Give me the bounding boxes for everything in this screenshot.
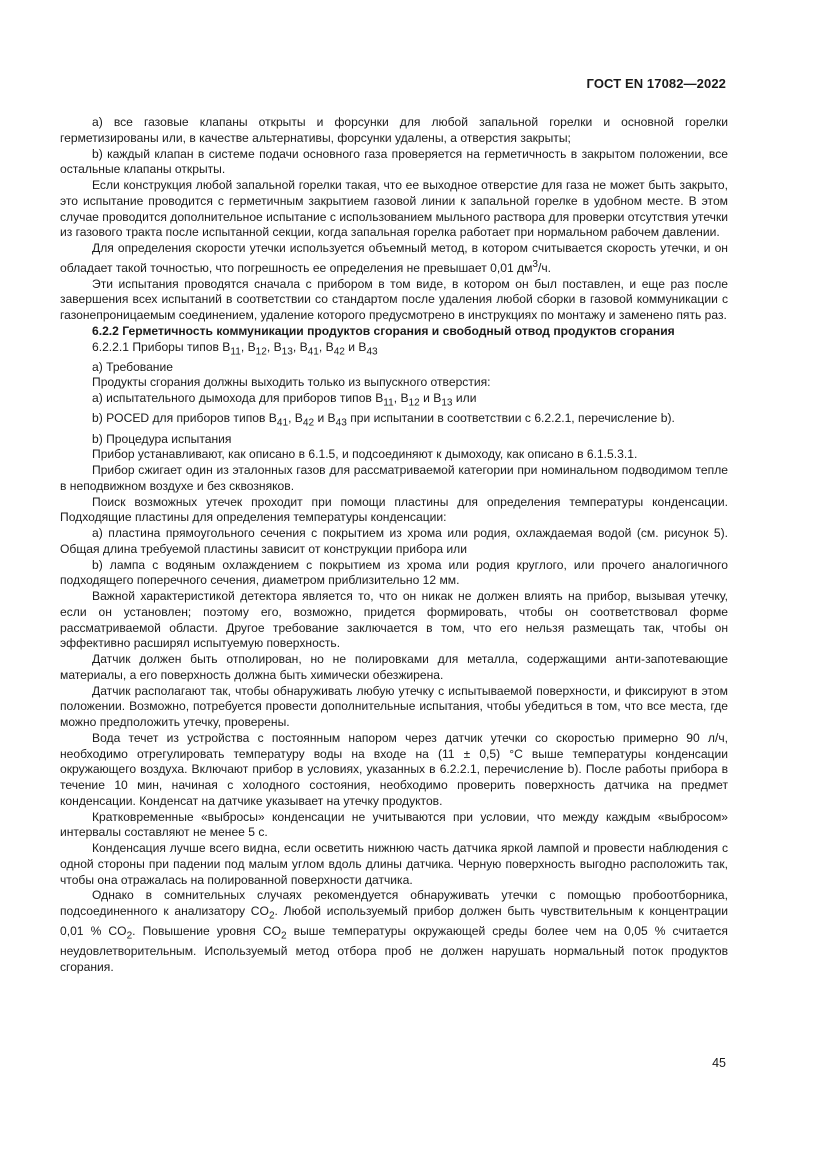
paragraph: b) Процедура испытания: [92, 431, 232, 446]
paragraph: а) испытательного дымохода для приборов типов $B_{11}$, $B_{12}$ и $B_{13}$ или: [92, 391, 477, 409]
section-heading: 6.2.2 Герметичность коммуникации продуктов сгорания и свободный отвод продуктов сгорания: [92, 323, 675, 338]
paragraph: b) лампа с водяным охлаждением с покрытием из хрома или родия круглого, или прочего аналогичного подходящего поперечного сечения, диаметром приблизительно 12 мм.: [60, 557, 728, 588]
document-id-header: ГОСТ EN 17082—2022: [586, 76, 726, 91]
paragraph: Прибор сжигает один из эталонных газов для рассматриваемой категории при номинальном подводимом тепле в неподвижном воздухе и без сквозняков.: [60, 463, 728, 493]
paragraph: Датчик должен быть отполирован, но не полировками для металла, содержащими анти-запотевающие материалы, а его поверхность должна быть химически обезжирена.: [60, 652, 728, 682]
paragraph: Продукты сгорания должны выходить только из выпускного отверстия:: [92, 375, 491, 390]
paragraph: Однако в сомнительных случаях рекомендуется обнаруживать утечки с помощью пробоотборника, подсоединенного к анализатору $CO_2$. Любой используемый прибор должен быть чувствительным к концентрации 0,01 % $CO_2$. Повышение уровня $CO_2$ выше температуры окружающей среды более чем на 0,05 % считается неудовлетворительным. Используемый метод отбора проб не должен нарушать нормальный поток продуктов сгорания.: [60, 888, 728, 975]
paragraph: Кратковременные «выбросы» конденсации не учитываются при условии, что между каждым «выбросом» интервалы составляют не менее 5 с.: [60, 809, 728, 840]
paragraph: b) каждый клапан в системе подачи основного газа проверяется на герметичность в закрытом положении, все остальные клапаны открыты.: [60, 146, 728, 177]
paragraph: Прибор устанавливают, как описано в 6.1.5, и подсоединяют к дымоходу, как описано в 6.1.5.3.1.: [92, 447, 638, 462]
paragraph: b) POCED для приборов типов $B_{41}$, $B_{42}$ и $B_{43}$ при испытании в соответствии с 6.2.2.1, перечисление b).: [92, 411, 675, 429]
paragraph: Поиск возможных утечек проходит при помощи пластины для определения температуры конденсации. Подходящие пластины для определения температуры конденсации:: [60, 494, 728, 525]
paragraph: Для определения скорости утечки используется объемный метод, в котором считывается скорость утечки, и он обладает такой точностью, что погрешность ее определения не превышает 0,01 $дм^3/ч$.: [60, 241, 728, 275]
paragraph: Эти испытания проводятся сначала с прибором в том виде, в котором он был поставлен, и еще раз после завершения всех испытаний в соответствии со стандартом после удаления любой сборки в газовой коммуникации с газонепроницаемым соединением, удаление которого предусмотрено в инструкциях по монтажу и заменено пять раз.: [60, 276, 728, 323]
paragraph: Важной характеристикой детектора является то, что он никак не должен влиять на прибор, вызывая утечку, если он установлен; поэтому его, возможно, придется формировать, чтобы он соответствовал форме рассматриваемой области. Другое требование заключается в том, что его нельзя размещать так, чтобы он эффективно расширял испытуемую поверхность.: [60, 589, 728, 651]
paragraph: а) пластина прямоугольного сечения с покрытием из хрома или родия, охлаждаемая водой (см. рисунок 5). Общая длина требуемой пластины зависит от конструкции прибора или: [60, 526, 728, 556]
paragraph: Датчик располагают так, чтобы обнаруживать любую утечку с испытываемой поверхности, и фиксируют в этом положении. Возможно, потребуется провести дополнительные испытания, чтобы убедиться в том, что все места, где можно предположить утечку, проверены.: [60, 683, 728, 729]
paragraph: 6.2.2.1 Приборы типов $B_{11}$, $B_{12}$, $B_{13}$, $B_{41}$, $B_{42}$ и $B_{43}$: [92, 339, 378, 357]
document-body: [60, 115, 728, 976]
paragraph: а) все газовые клапаны открыты и форсунки для любой запальной горелки и основной горелки герметизированы или, в качестве альтернативы, форсунки удалены, а отверстия закрыты;: [60, 115, 728, 145]
page-number: 45: [712, 1056, 726, 1070]
paragraph: Если конструкция любой запальной горелки такая, что ее выходное отверстие для газа не может быть закрыто, это испытание проводится с герметичным закрытием газовой линии к запальной горелке в удобном месте. В этом случае проводится дополнительное испытание с использованием мыльного раствора для проверки отсутствия утечки из газового тракта после испытанной секции, когда запальная горелка работает при нормальном рабочем давлении.: [60, 178, 728, 240]
paragraph: а) Требование: [92, 359, 173, 374]
paragraph: Вода течет из устройства с постоянным напором через датчик утечки со скоростью примерно 90 л/ч, необходимо отрегулировать температуру воды на входе на (11 ± 0,5) °C выше температуры конденсации окружающего воздуха. Включают прибор в условиях, указанных в 6.2.2.1, перечисление b). После работы прибора в течение 10 мин, начиная с холодного состояния, необходимо проверить поверхность датчика на предмет конденсации. Конденсат на датчике указывает на утечку продуктов.: [60, 730, 728, 808]
paragraph: Конденсация лучше всего видна, если осветить нижнюю часть датчика яркой лампой и провести наблюдения с одной стороны при падении под малым углом вдоль длины датчика. Черную поверхность выгодно расположить так, чтобы она отражалась на полированной поверхности датчика.: [60, 841, 728, 887]
